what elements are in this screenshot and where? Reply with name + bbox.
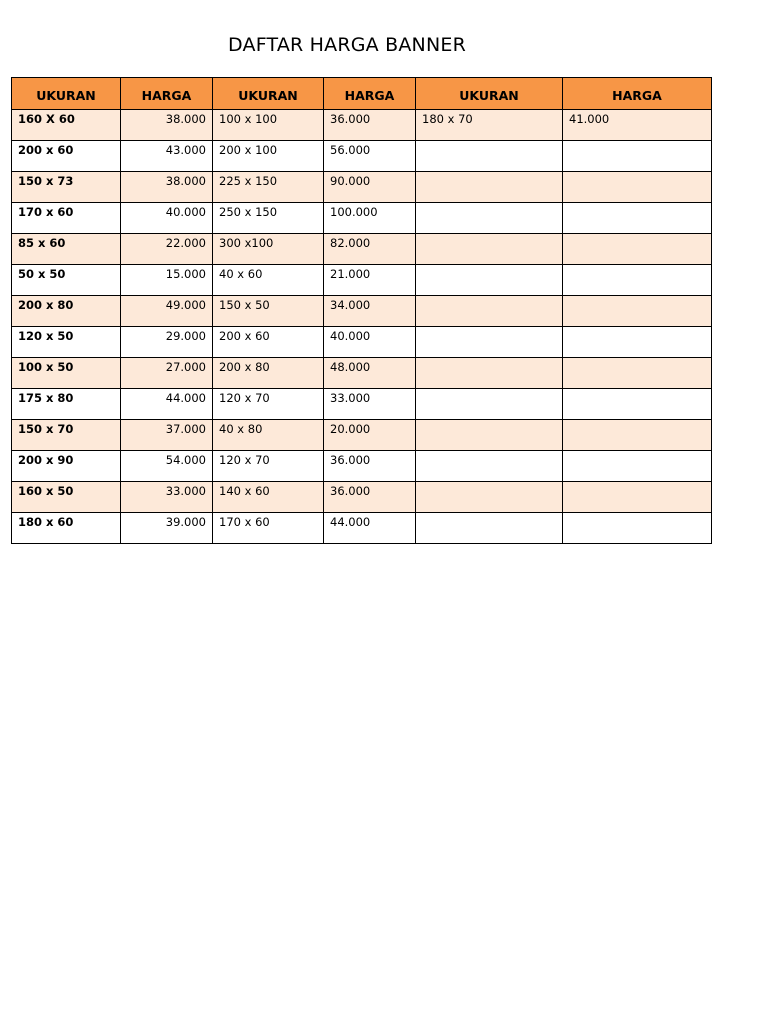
price-cell [563, 451, 712, 482]
size-cell [416, 420, 563, 451]
price-cell: 41.000 [563, 110, 712, 141]
size-cell [416, 358, 563, 389]
price-cell: 36.000 [324, 451, 416, 482]
size-cell: 200 x 100 [213, 141, 324, 172]
size-cell: 200 x 60 [213, 327, 324, 358]
size-cell: 40 x 80 [213, 420, 324, 451]
price-cell [563, 234, 712, 265]
table-row [12, 327, 712, 358]
price-cell [563, 358, 712, 389]
size-cell: 120 x 70 [213, 451, 324, 482]
price-cell: 22.000 [121, 234, 213, 265]
size-cell [416, 451, 563, 482]
price-table [11, 77, 712, 544]
price-cell: 38.000 [121, 172, 213, 203]
size-cell [416, 141, 563, 172]
table-row [12, 296, 712, 327]
size-cell [416, 203, 563, 234]
price-cell: 39.000 [121, 513, 213, 544]
column-header-price-3: HARGA [563, 78, 712, 110]
table-row [12, 141, 712, 172]
price-cell [563, 296, 712, 327]
size-cell: 160 x 50 [12, 482, 121, 513]
price-cell: 20.000 [324, 420, 416, 451]
size-cell: 200 x 80 [12, 296, 121, 327]
price-cell: 90.000 [324, 172, 416, 203]
size-cell: 170 x 60 [213, 513, 324, 544]
table-row [12, 265, 712, 296]
table-row [12, 172, 712, 203]
column-header-size-3: UKURAN [416, 78, 563, 110]
price-cell: 21.000 [324, 265, 416, 296]
price-cell [563, 172, 712, 203]
price-cell: 40.000 [121, 203, 213, 234]
price-cell: 49.000 [121, 296, 213, 327]
price-cell: 36.000 [324, 110, 416, 141]
size-cell: 300 x100 [213, 234, 324, 265]
size-cell [416, 389, 563, 420]
table-row [12, 234, 712, 265]
column-header-size-2: UKURAN [213, 78, 324, 110]
price-cell: 48.000 [324, 358, 416, 389]
size-cell [416, 296, 563, 327]
size-cell [416, 327, 563, 358]
price-cell: 44.000 [121, 389, 213, 420]
price-cell: 40.000 [324, 327, 416, 358]
price-cell [563, 420, 712, 451]
size-cell: 150 x 70 [12, 420, 121, 451]
size-cell: 150 x 50 [213, 296, 324, 327]
price-cell: 29.000 [121, 327, 213, 358]
price-cell: 37.000 [121, 420, 213, 451]
size-cell: 120 x 50 [12, 327, 121, 358]
size-cell: 180 x 60 [12, 513, 121, 544]
size-cell [416, 172, 563, 203]
size-cell: 225 x 150 [213, 172, 324, 203]
size-cell: 100 x 50 [12, 358, 121, 389]
price-cell: 34.000 [324, 296, 416, 327]
table-row [12, 482, 712, 513]
price-cell [563, 203, 712, 234]
price-cell: 54.000 [121, 451, 213, 482]
size-cell: 100 x 100 [213, 110, 324, 141]
table-row [12, 203, 712, 234]
table-header-row [12, 78, 712, 110]
price-cell [563, 513, 712, 544]
column-header-price-2: HARGA [324, 78, 416, 110]
size-cell: 150 x 73 [12, 172, 121, 203]
size-cell: 180 x 70 [416, 110, 563, 141]
size-cell: 85 x 60 [12, 234, 121, 265]
price-cell: 33.000 [324, 389, 416, 420]
table-row [12, 513, 712, 544]
table-row [12, 420, 712, 451]
price-cell: 27.000 [121, 358, 213, 389]
price-cell [563, 482, 712, 513]
price-cell: 33.000 [121, 482, 213, 513]
column-header-size-1: UKURAN [12, 78, 121, 110]
size-cell [416, 234, 563, 265]
price-cell: 82.000 [324, 234, 416, 265]
price-cell: 56.000 [324, 141, 416, 172]
size-cell: 200 x 80 [213, 358, 324, 389]
price-cell [563, 327, 712, 358]
table-body [12, 110, 712, 544]
size-cell [416, 482, 563, 513]
table-row [12, 110, 712, 141]
size-cell: 160 X 60 [12, 110, 121, 141]
price-cell [563, 265, 712, 296]
page-title: DAFTAR HARGA BANNER [228, 34, 466, 56]
size-cell: 175 x 80 [12, 389, 121, 420]
table-row [12, 389, 712, 420]
price-cell: 43.000 [121, 141, 213, 172]
price-cell [563, 389, 712, 420]
table-row [12, 358, 712, 389]
size-cell: 200 x 60 [12, 141, 121, 172]
table-row [12, 451, 712, 482]
size-cell [416, 513, 563, 544]
size-cell: 200 x 90 [12, 451, 121, 482]
column-header-price-1: HARGA [121, 78, 213, 110]
price-cell: 38.000 [121, 110, 213, 141]
size-cell: 170 x 60 [12, 203, 121, 234]
size-cell: 250 x 150 [213, 203, 324, 234]
price-cell: 100.000 [324, 203, 416, 234]
size-cell: 40 x 60 [213, 265, 324, 296]
price-cell [563, 141, 712, 172]
price-cell: 36.000 [324, 482, 416, 513]
size-cell: 50 x 50 [12, 265, 121, 296]
size-cell [416, 265, 563, 296]
price-cell: 15.000 [121, 265, 213, 296]
price-cell: 44.000 [324, 513, 416, 544]
size-cell: 140 x 60 [213, 482, 324, 513]
size-cell: 120 x 70 [213, 389, 324, 420]
